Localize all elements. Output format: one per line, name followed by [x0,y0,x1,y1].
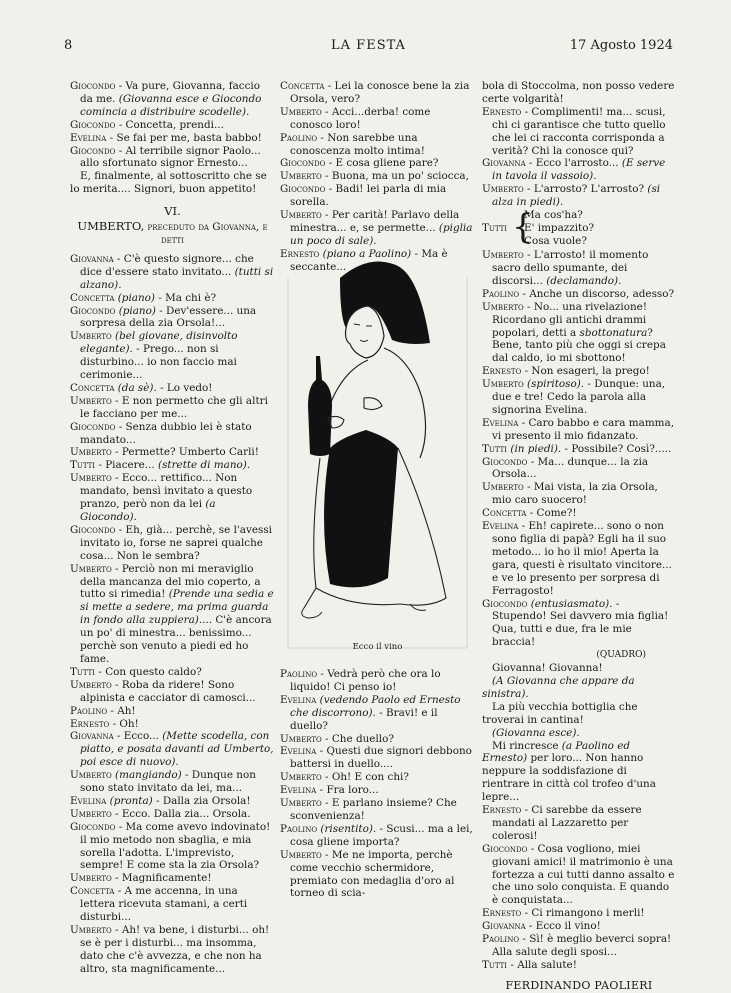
dialogue-line: Umberto - Ecco... rettifico... Non mandato, bensì invitato a questo pranzo, però non da lei (a Giocondo). [70,472,253,523]
dialogue-line: Ernesto - Non esageri, la prego! [482,365,650,378]
dialogue-line: Umberto - Roba da ridere! Sono alpinista e cacciator di camosci... [70,678,256,704]
dialogue-line: Umberto - E non permetto che gli altri le facciano per me... [70,394,268,420]
author-signature: FERDINANDO PAOLIERI [505,978,653,992]
text-column-2-top [280,80,475,274]
dialogue-line: La più vecchia bottiglia che troverai in cantina! [482,700,638,726]
dialogue-line: Ernesto - Complimenti! ma... scusi, chi ci garantisce che tutto quello che lei ci racconta corrisponda a verità? Chi la conosce qui? [482,105,666,157]
page-number: 8 [64,38,73,53]
dialogue-line: Giocondo - Al terribile signor Paolo... allo sfortunato signor Ernesto... [70,144,261,170]
dialogue-line: Umberto - Buona, ma un po' sciocca, [280,170,469,183]
stage-direction: (A Giovanna che appare da sinistra). [482,674,635,700]
dialogue-line: Ernesto - Ci sarebbe da essere mandati al Lazzaretto per colerosi! [482,804,642,842]
dialogue-line: Umberto - Che duello? [280,732,394,745]
dialogue-line: Umberto (bel giovane, disinvolto elegante). - Prego... non si disturbino... io non faccio mai cerimonie... [70,330,238,382]
dialogue-line: Umberto - Me ne importa, perchè come vecchio schermidore, premiato con medaglia d'oro al torneo di scia- [280,848,455,900]
dialogue-line: Giocondo - Senza dubbio lei è stato mandato... [70,420,252,446]
text-column-2-bottom [280,668,475,900]
section-number: VI. [164,204,181,219]
dialogue-line: Paolino - Vedrà però che ora lo liquido! Ci penso io! [280,668,441,693]
dialogue-line: Giovanna - Ecco l'arrosto... (E serve in tavola il vassoio). [482,157,666,183]
dialogue-line: Umberto - L'arrosto? L'arrosto? (si alza in piedi). [482,183,661,209]
dialogue-line: Evelina - Caro babbo e cara mamma, vi presento il mio fidanzato. [482,416,675,442]
dialogue-line: Ernesto - Oh! [70,717,139,730]
section-heading: UMBERTO, preceduto da Giovanna, e detti [77,219,268,246]
dialogue-line: Giocondo (entusiasmato). - Stupendo! Sei davvero mia figlia! Qua, tutti e due, fra le mie braccia! [482,597,669,649]
dialogue-line: Giovanna! Giovanna! [492,662,603,675]
dialogue-line: Giocondo (piano) - Dev'essere... una sorpresa della zia Orsola!... [70,304,257,330]
dialogue-line: Concetta - A me accenna, in una lettera ricevuta stamani, a certi disturbi... [70,885,248,924]
dialogue-line: Mi rincresce (a Paolino ed Ernesto) per loro... Non hanno neppure la soddisfazione di rientrare in città col trofeo d'una lepre... [482,739,656,804]
dialogue-line: Umberto - Ecco. Dalla zia... Orsola. [70,807,251,820]
dialogue-line: Umberto - Acci...derba! come conosco loro! [280,105,431,131]
dialogue-line: Evelina - Eh! capirete... sono o non sono figlia di papà? Egli ha il suo metodo... io ho il mio! Aperta la gara, questi è risultato vincitore... e ve lo presento per sorpresa di Ferragosto! [482,520,672,597]
stage-direction: (Giovanna esce). [492,726,580,739]
dialogue-line: Giovanna - C'è questo signore... che dice d'essere stato invitato... (tutti si alzano). [70,252,274,291]
dialogue-line: Evelina (pronta) - Dalla zia Orsola! [70,794,251,807]
dialogue-line: Ernesto - Ci rimangono i merli! [482,907,645,920]
dialogue-line: Giocondo - Va pure, Giovanna, faccio da me. (Giovanna esce e Giocondo comincia a distribuire scodelle). [70,80,262,118]
dialogue-line: Giocondo - Concetta, prendi... [70,118,224,131]
dialogue-line: Umberto - Perciò non mi meraviglio della mancanza del mio coperto, a tutto si rimedia! (Prende una sedia e si mette a sedere, ma prima guarda in fondo alla zuppiera).... C'è ancora un po' di minestra... benissimo... perchè son venuto a piedi ed ho fame. [70,562,274,665]
dialogue-line: Paolino - Ah! [70,704,136,717]
dialogue-line: Giovanna - Ecco il vino! [482,920,601,933]
dialogue-line: Umberto - Per carità! Parlavo della minestra... e, se permette... (piglia un poco di sale). [280,209,473,247]
dialogue-line: Evelina - Questi due signori debbono battersi in duello.... [280,745,472,771]
dialogue-line: Umberto - Permette? Umberto Carli! [70,446,259,459]
dialogue-line: Giocondo - E cosa gliene pare? [280,157,439,170]
tutti-chorus: Tutti { Ma cos'ha? E' impazzito? Cosa vuole? [482,207,595,248]
dialogue-line: Giocondo - Badi! lei parla di mia sorella. [280,183,447,209]
dialogue-line: bola di Stoccolma, non posso vedere certe volgarità! [482,80,675,105]
dialogue-line: Umberto - Mai vista, la zia Orsola, mio caro suocero! [482,481,658,507]
page-date: 17 Agosto 1924 [569,38,673,53]
dialogue-line: Umberto - Magnificamente! [70,872,212,885]
dialogue-line: E, finalmente, al sottoscritto che se lo merita.... Signori, buon appetito! [70,170,267,196]
dialogue-line: Umberto - Oh! E con chi? [280,771,409,784]
dialogue-line: Umberto - No... una rivelazione! Ricordano gli antichi drammi popolari, detti a sbottonatura? Bene, tanto più che oggi si crepa dal caldo, io mi sbottono! [482,300,666,365]
page-header [64,38,673,58]
page-title: LA FESTA [331,38,406,53]
dialogue-line: Tutti - Con questo caldo? [70,665,202,678]
dialogue-line: Umberto (mangiando) - Dunque non sono stato invitato da lei, ma... [70,769,256,795]
dialogue-line: Evelina - Se fai per me, basta babbo! [70,131,262,144]
dialogue-line: Giovanna - Ecco... (Mette scodella, con piatto, e posata davanti ad Umberto, poi esce di nuovo). [70,730,274,769]
dialogue-line: Paolino (risentito). - Scusi... ma a lei, cosa gliene importa? [280,822,473,848]
dialogue-line: Tutti - Alla salute! [482,958,577,971]
dialogue-line: Umberto - E parlano insieme? Che sconvenienza! [280,797,457,822]
illustration-woman-with-bottle [280,248,475,656]
dialogue-line: Giocondo - Ma... dunque... la zia Orsola... [482,455,649,481]
dialogue-line: Paolino - Non sarebbe una conoscenza molto intima! [280,131,425,157]
dialogue-line: Paolino - Anche un discorso, adesso? [482,287,675,300]
dialogue-line: Concetta - Come?! [482,507,577,520]
dialogue-line: Umberto - Ah! va bene, i disturbi... oh! se è per i disturbi... ma insomma, dato che c'è avvezza, e che non ha altro, sta magnificamente... [70,924,270,975]
dialogue-line: Giocondo - Ma come avevo indovinato! il mio metodo non sbaglia, e mia sorella l'adotta. L'imprevisto, sempre! E come sta la zia Orsola? [70,820,271,872]
dialogue-line: Concetta - Lei la conosce bene la zia Orsola, vero? [280,80,470,105]
text-column-3 [482,80,676,993]
dialogue-line: Concetta (da sè). - Lo vedo! [70,381,213,394]
dialogue-line: Umberto - L'arrosto! il momento sacro dello spumante, dei discorsi... (declamando). [482,249,649,287]
dialogue-line: Giocondo - Eh, già... perchè, se l'avessi invitato io, forse ne saprei qualche cosa... Non le sembra? [70,523,272,562]
dialogue-line: Tutti - Piacere... (strette di mano). [70,459,251,472]
dialogue-line: Umberto (spiritoso). - Dunque: una, due e tre! Cedo la parola alla signorina Evelina. [482,378,666,416]
dialogue-line: Tutti (in piedi). - Possibile? Così?..... [482,442,672,455]
illustration-caption: Ecco il vino [352,642,403,652]
dialogue-line: Evelina - Fra loro... [280,784,379,797]
dialogue-line: Concetta (piano) - Ma chi è? [70,291,217,304]
quadro-label: (QUADRO) [596,650,646,661]
dialogue-line: Paolino - Sì! è meglio beverci sopra! Alla salute degli sposi... [482,933,672,958]
dialogue-line: Ernesto (piano a Paolino) - Ma è seccante... [280,247,448,273]
dialogue-line: Giocondo - Cosa vogliono, miei giovani amici! il matrimonio è una fortezza a cui tutti danno assalto e che uno solo conquista. E quando è conquistata... [482,842,675,907]
dialogue-line: Evelina (vedendo Paolo ed Ernesto che discorrono). - Bravi! e il duello? [280,693,461,732]
text-column-1 [70,80,275,976]
